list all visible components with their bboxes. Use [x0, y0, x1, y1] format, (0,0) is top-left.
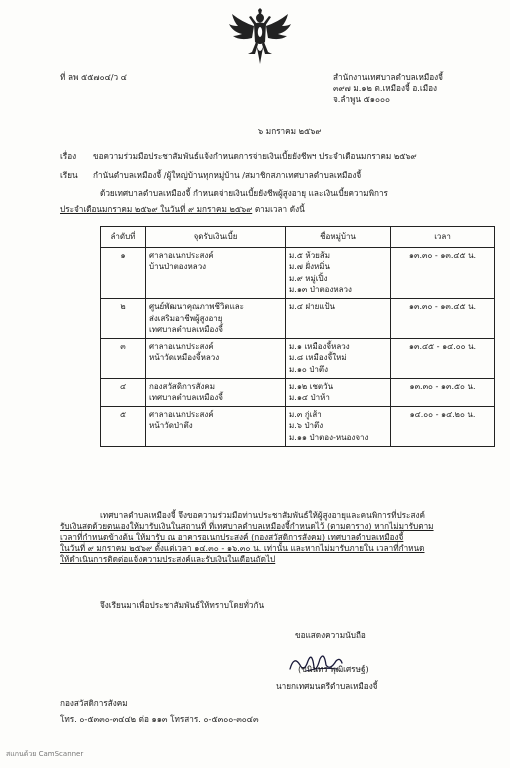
row-number: ๒: [101, 298, 146, 338]
notice-line-4: ในวันที่ ๙ มกราคม ๒๕๖๙ ตั้งแต่เวลา ๑๔.๓๐ - ๑๖.๓๐ น. เท่านั้น และหากไม่มารับภายใน เวลาที่กำหนด: [60, 543, 425, 554]
scanner-watermark: สแกนด้วย CamScanner: [6, 750, 84, 758]
payment-point-line: ศาลาอเนกประสงค์: [149, 341, 214, 351]
payment-point: [146, 338, 286, 378]
notice-line-1: เทศบาลตำบลเหมืองจี้ จึงขอความร่วมมือท่านประชาสัมพันธ์ให้ผู้สูงอายุและคนพิการที่ประสงค์: [100, 510, 425, 520]
payment-point-line: หน้าวัดป่าตึง: [149, 421, 193, 431]
regards: ขอแสดงความนับถือ: [295, 630, 366, 640]
to-text: กำนันตำบลเหมืองจี้ /ผู้ใหญ่บ้านทุกหมู่บ้าน /สมาชิกสภาเทศบาลตำบลเหมืองจี้: [93, 170, 362, 180]
payment-point: [146, 406, 286, 446]
payment-point-line: เทศบาลตำบลเหมืองจี้: [149, 393, 223, 403]
payment-point-line: เทศบาลตำบลเหมืองจี้: [149, 325, 223, 335]
payment-point-line: ศาลาอเนกประสงค์: [149, 250, 214, 260]
village-name: ม.๑๒ เชตวัน: [289, 381, 334, 391]
village-list: [286, 378, 391, 406]
village-name: ม.๔ ฝายแป้น: [289, 301, 335, 311]
table-body: [101, 247, 495, 446]
notice-line-2: รับเงินสดด้วยตนเองให้มารับเงินในสถานที่ ที่เทศบาลตำบลเหมืองจี้กำหนดไว้ (ตามตาราง) หากไม่มารับตาม: [60, 521, 434, 532]
to-label: เรียน: [60, 170, 78, 180]
header-point: จุดรับเงินเบี้ย: [146, 227, 286, 248]
payment-point-line: หน้าวัดเหมืองจี้หลวง: [149, 353, 220, 363]
payment-point-line: ส่งเสริมอาชีพผู้สูงอายุ: [149, 313, 223, 323]
sender-address: [333, 72, 443, 105]
sender-province: จ.ลำพูน ๕๑๐๐๐: [333, 94, 390, 105]
village-name: ม.๓ กู่เส้า: [289, 409, 322, 419]
payment-point: [146, 298, 286, 338]
garuda-emblem: [228, 8, 292, 66]
document-date: ๖ มกราคม ๒๕๖๙: [258, 126, 322, 136]
intro-line-1: ด้วยเทศบาลตำบลเหมืองจี้ กำหนดจ่ายเงินเบี้ยยังชีพผู้สูงอายุ และเงินเบี้ยความพิการ: [100, 188, 388, 198]
notice-line-5: ให้ดำเนินการติดต่อแจ้งความประสงค์และรับเงินในเดือนถัดไป: [60, 554, 276, 565]
payment-point-line: บ้านป่าตองหลวง: [149, 262, 207, 272]
village-list: [286, 247, 391, 298]
village-name: ม.๙ หมู่เปิ้ง: [289, 273, 328, 283]
village-name: ม.๑๔ ป่าห้า: [289, 393, 330, 403]
row-number: ๑: [101, 247, 146, 298]
village-name: ม.๑๐ ป่าตึง: [289, 364, 328, 374]
signer-name: (ขนินทร พุฒิเศรษฐ์): [298, 664, 369, 674]
village-list: [286, 298, 391, 338]
header-no: ลำดับที่: [101, 227, 146, 248]
village-name: ม.๖ ป่าตึง: [289, 421, 324, 431]
table-row: [101, 338, 495, 378]
village-list: [286, 338, 391, 378]
subject-text: ขอความร่วมมือประชาสัมพันธ์แจ้งกำหนดการจ่ายเงินเบี้ยยังชีพฯ ประจำเดือนมกราคม ๒๕๖๙: [93, 151, 417, 161]
row-number: ๕: [101, 406, 146, 446]
row-number: ๓: [101, 338, 146, 378]
footer-contact: โทร. ๐-๕๓๓๐-๓๔๔๒ ต่อ ๑๑๓ โทรสาร. ๐-๕๓๐๐-๓๐๔๓: [60, 714, 259, 724]
payment-point-line: กองสวัสดิการสังคม: [149, 381, 216, 391]
payment-time: ๑๓.๓๐ - ๑๓.๔๕ น.: [391, 247, 495, 298]
payment-point-line: ศูนย์พัฒนาคุณภาพชีวิตและ: [149, 301, 244, 311]
sender-street: ๓๙๗ ม.๑๒ ต.เหมืองจี้ อ.เมือง: [333, 83, 438, 94]
village-name: ม.๗ ฝั่งหมิ่น: [289, 262, 330, 272]
payment-point-line: ศาลาอเนกประสงค์: [149, 409, 214, 419]
payment-point: [146, 378, 286, 406]
notice-line-3: เวลาที่กำหนดข้างต้น ให้มารับ ณ อาคารอเนกประสงค์ (กองสวัสดิการสังคม) เทศบาลตำบลเหมืองจี้: [60, 532, 404, 543]
closing-request: จึงเรียนมาเพื่อประชาสัมพันธ์ให้ทราบโดยทั่วกัน: [100, 600, 265, 610]
subject-label: เรื่อง: [60, 151, 77, 161]
village-list: [286, 406, 391, 446]
signer-title: นายกเทศมนตรีตำบลเหมืองจี้: [276, 681, 378, 691]
header-village: ชื่อหมู่บ้าน: [286, 227, 391, 248]
document-number: ที่ ลพ ๕๕๗๐๔/ว ๔: [60, 72, 127, 82]
village-name: ม.๘ เหมืองจี้ใหม่: [289, 353, 347, 363]
table-row: [101, 378, 495, 406]
header-time: เวลา: [391, 227, 495, 248]
intro-date-underlined: ประจำเดือนมกราคม ๒๕๖๙ ในวันที่ ๙ มกราคม ๒๕๖๙: [60, 204, 253, 214]
payment-time: ๑๓.๓๐ - ๑๓.๕๐ น.: [391, 378, 495, 406]
village-name: ม.๑ เหมืองจี้หลวง: [289, 341, 350, 351]
table-row: [101, 247, 495, 298]
payment-time: ๑๔.๐๐ - ๑๔.๒๐ น.: [391, 406, 495, 446]
village-name: ม.๕ ห้วยส้ม: [289, 250, 331, 260]
payment-time: ๑๓.๓๐ - ๑๓.๔๕ น.: [391, 298, 495, 338]
intro-line-2: [60, 204, 305, 215]
table-row: [101, 298, 495, 338]
notice-paragraph: [60, 510, 500, 565]
payment-schedule-table: [100, 226, 495, 447]
payment-point: [146, 247, 286, 298]
table-row: [101, 406, 495, 446]
village-name: ม.๑๓ ป่าตองหลวง: [289, 285, 352, 295]
sender-office: สำนักงานเทศบาลตำบลเหมืองจี้: [333, 72, 443, 82]
village-name: ม.๑๑ ป่าตอง-หนองจาง: [289, 432, 369, 442]
payment-time: ๑๓.๔๕ - ๑๔.๐๐ น.: [391, 338, 495, 378]
row-number: ๔: [101, 378, 146, 406]
intro-tail: ตามเวลา ดังนี้: [252, 204, 305, 214]
footer-division: กองสวัสดิการสังคม: [60, 698, 128, 708]
table-header-row: [101, 227, 495, 248]
